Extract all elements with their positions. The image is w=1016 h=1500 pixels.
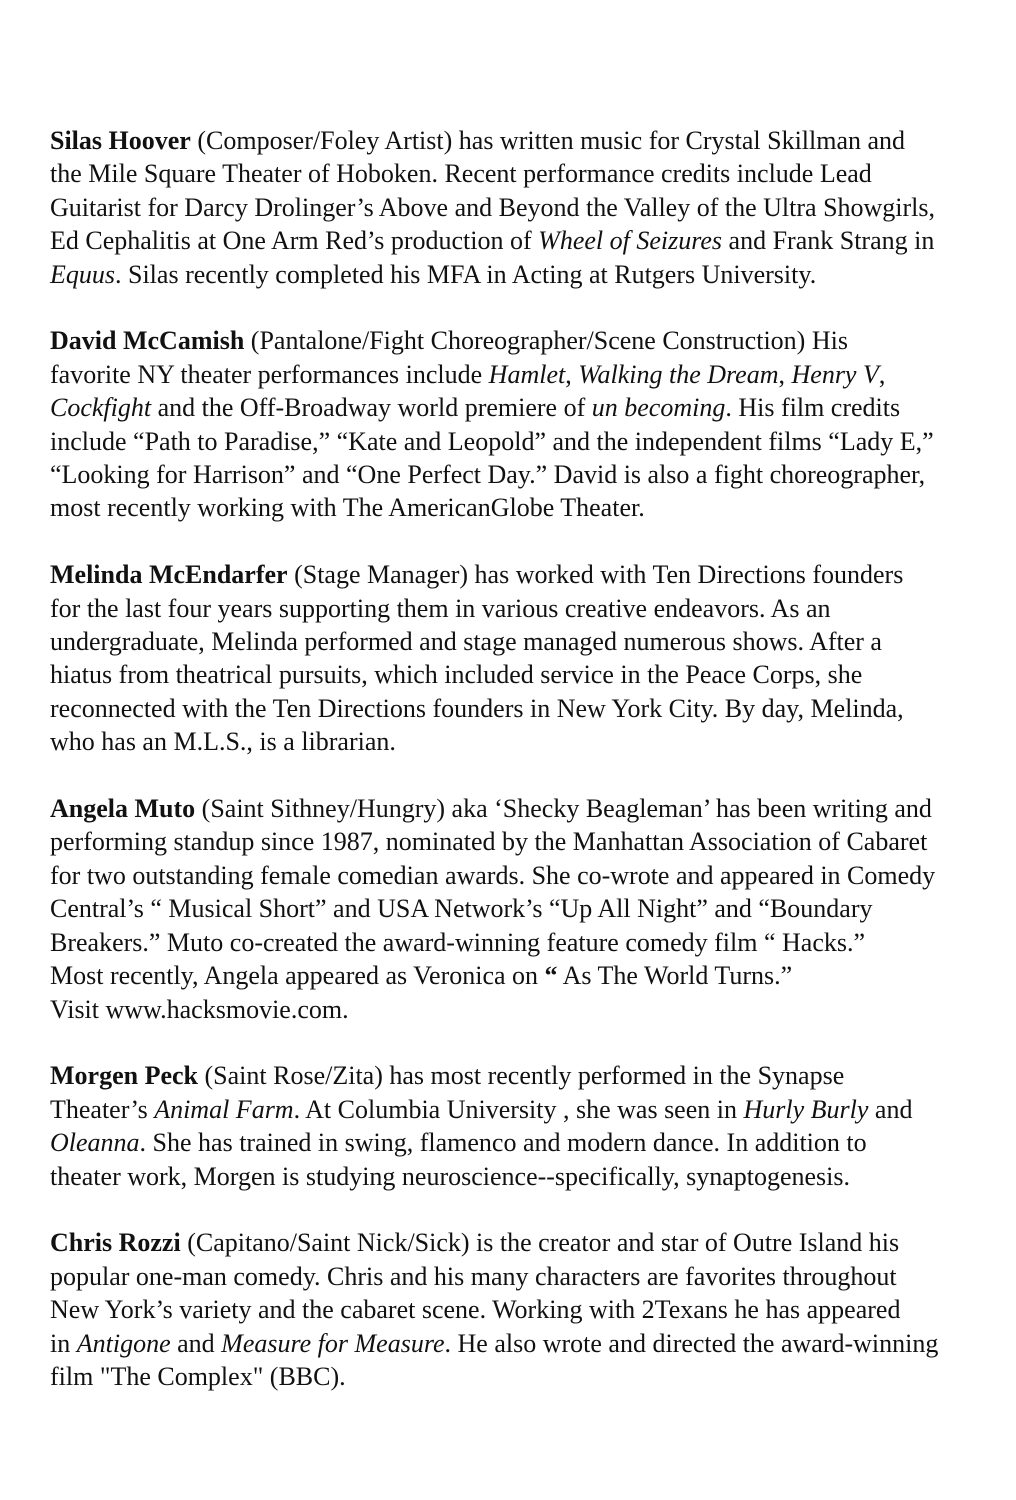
bio-name: Angela Muto [50, 794, 196, 824]
bio-name: Melinda McEndarfer [50, 560, 288, 590]
bio-text: in [50, 1328, 77, 1358]
bio-name: David McCamish [50, 326, 245, 356]
bio-text: and Frank Strang in [722, 226, 935, 256]
bio-text: Visit www.hacksmovie.com. [50, 994, 349, 1024]
bio-name: Silas Hoover [50, 126, 191, 155]
bio-line [50, 1260, 1010, 1293]
bio-line [50, 1327, 1010, 1360]
bio-text: , [565, 359, 579, 389]
bio-text: hiatus from theatrical pursuits, which included service in the Peace Corps, she [50, 660, 863, 690]
bio-text: As The World Turns.” [557, 961, 793, 991]
italic-title: Hamlet [488, 359, 566, 389]
bio-text: “Looking for Harrison” and “One Perfect Day.” David is also a fight choreographer, [50, 460, 926, 490]
bold-text: “ [544, 961, 558, 991]
bio-line [50, 926, 1010, 959]
bio-text: reconnected with the Ten Directions founders in New York City. By day, Melinda, [50, 693, 904, 723]
bio-line [50, 1093, 1010, 1126]
bio-text: the Mile Square Theater of Hoboken. Recent performance credits include Lead [50, 159, 872, 189]
bio-text: . Silas recently completed his MFA in Acting at Rutgers University. [115, 259, 817, 289]
bio-text: (Composer/Foley Artist) has written music for Crystal Skillman and [190, 126, 906, 155]
italic-title: Oleanna [50, 1128, 140, 1158]
bio-text: . He also wrote and directed the award-winning [444, 1328, 939, 1358]
bio-text: (Saint Sithney/Hungry) aka ‘Shecky Beagleman’ has been writing and [195, 794, 932, 824]
bio-david-mccamish [50, 324, 1010, 524]
bio-line [50, 1160, 1010, 1193]
bio-line [50, 1360, 1010, 1393]
bio-line [50, 859, 1010, 892]
bio-line [50, 491, 1010, 524]
italic-title: Antigone [76, 1328, 171, 1358]
bio-text: favorite NY theater performances include [50, 359, 489, 389]
bio-line [50, 625, 1010, 658]
bio-chris-rozzi [50, 1226, 1010, 1393]
bio-line [50, 1226, 1010, 1259]
bio-line [50, 191, 1010, 224]
bio-text: , [778, 359, 792, 389]
italic-title: un becoming [591, 393, 726, 423]
bio-text: film "The Complex" (BBC). [50, 1361, 346, 1391]
bio-text: for two outstanding female comedian awards. She co-wrote and appeared in Comedy [50, 860, 936, 890]
cast-bios-page [50, 124, 1010, 1393]
bio-text: . She has trained in swing, flamenco and modern dance. In addition to [139, 1128, 867, 1158]
bio-text: (Stage Manager) has worked with Ten Directions founders [287, 560, 904, 590]
bio-line [50, 425, 1010, 458]
bio-text: (Capitano/Saint Nick/Sick) is the creator and star of Outre Island his [180, 1228, 900, 1258]
bio-text: . His film credits [725, 393, 901, 423]
bio-line [50, 725, 1010, 758]
bio-text: who has an M.L.S., is a librarian. [50, 727, 396, 757]
bio-line [50, 959, 1010, 992]
bio-line [50, 358, 1010, 391]
bio-line [50, 458, 1010, 491]
bio-line [50, 825, 1010, 858]
bio-text: (Pantalone/Fight Choreographer/Scene Construction) His [244, 326, 848, 356]
bio-name: Chris Rozzi [50, 1228, 181, 1258]
bio-silas-hoover [50, 124, 1010, 291]
italic-title: Henry V [791, 359, 879, 389]
bio-text: Most recently, Angela appeared as Veronica on [50, 961, 545, 991]
italic-title: Walking the Dream [578, 359, 779, 389]
bio-morgen-peck [50, 1059, 1010, 1193]
bio-line [50, 1293, 1010, 1326]
bio-text: Ed Cephalitis at One Arm Red’s production of [50, 226, 539, 256]
bio-line [50, 124, 1010, 157]
italic-title: Wheel of Seizures [538, 226, 723, 256]
italic-title: Cockfight [50, 393, 152, 423]
italic-title: Animal Farm [154, 1094, 294, 1124]
bio-text: New York’s variety and the cabaret scene. Working with 2Texans he has appeared [50, 1295, 901, 1325]
bio-line [50, 324, 1010, 357]
bio-text: popular one-man comedy. Chris and his many characters are favorites throughout [50, 1261, 897, 1291]
bio-text: undergraduate, Melinda performed and stage managed numerous shows. After a [50, 627, 882, 657]
bio-line [50, 258, 1010, 291]
bio-line [50, 892, 1010, 925]
bio-text: Theater’s [50, 1094, 155, 1124]
bio-line [50, 224, 1010, 257]
bio-text: Breakers.” Muto co-created the award-winning feature comedy film “ Hacks.” [50, 927, 866, 957]
bio-text: for the last four years supporting them in various creative endeavors. As an [50, 593, 831, 623]
bio-line [50, 993, 1010, 1026]
bio-text: and [170, 1328, 222, 1358]
bio-text: Guitarist for Darcy Drolinger’s Above and Beyond the Valley of the Ultra Showgirls, [50, 192, 936, 222]
bio-text: and [868, 1094, 913, 1124]
italic-title: Equus [50, 259, 115, 289]
bio-text: performing standup since 1987, nominated by the Manhattan Association of Cabaret [50, 827, 928, 857]
bio-line [50, 692, 1010, 725]
bio-line [50, 157, 1010, 190]
bio-line [50, 592, 1010, 625]
bio-text: , [878, 359, 886, 389]
bio-text: . At Columbia University , she was seen in [293, 1094, 744, 1124]
bio-line [50, 391, 1010, 424]
bio-text: Central’s “ Musical Short” and USA Network’s “Up All Night” and “Boundary [50, 894, 873, 924]
bio-text: most recently working with The AmericanGlobe Theater. [50, 493, 645, 523]
bio-angela-muto [50, 792, 1010, 1026]
bio-text: theater work, Morgen is studying neuroscience--specifically, synaptogenesis. [50, 1161, 850, 1191]
bio-text: include “Path to Paradise,” “Kate and Leopold” and the independent films “Lady E,” [50, 426, 934, 456]
bio-line [50, 1059, 1010, 1092]
italic-title: Measure for Measure [221, 1328, 445, 1358]
bio-melinda-mcendarfer [50, 558, 1010, 758]
italic-title: Hurly Burly [743, 1094, 869, 1124]
bio-name: Morgen Peck [50, 1061, 199, 1091]
bio-line [50, 1126, 1010, 1159]
bio-line [50, 792, 1010, 825]
bio-text: and the Off-Broadway world premiere of [151, 393, 592, 423]
bio-line [50, 658, 1010, 691]
bio-text: (Saint Rose/Zita) has most recently performed in the Synapse [198, 1061, 845, 1091]
bio-line [50, 558, 1010, 591]
